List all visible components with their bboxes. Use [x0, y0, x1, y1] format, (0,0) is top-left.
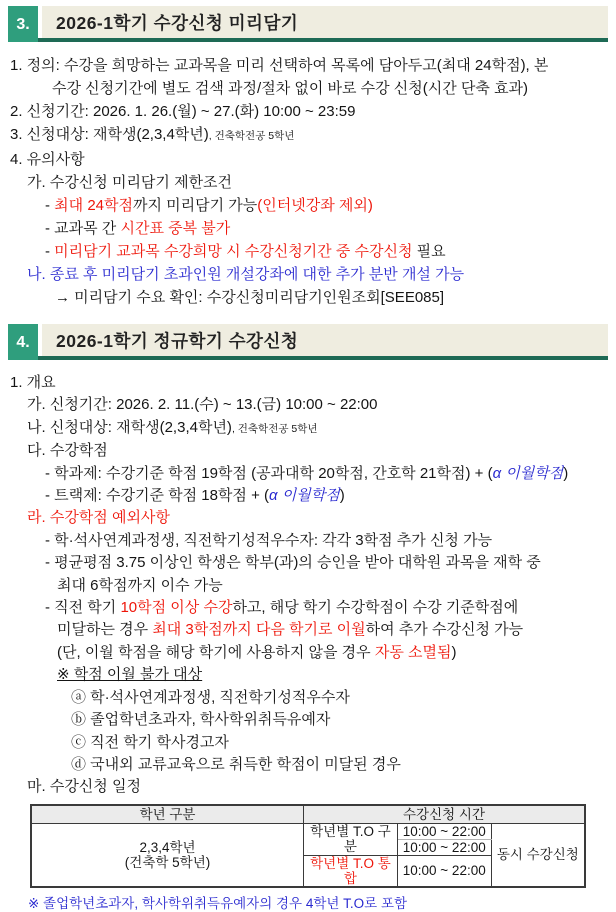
header-time-col: 수강신청 시간 [304, 805, 585, 824]
bullet-max-credits [0, 194, 616, 217]
alpha-carryover-text: α 이월학점 [492, 464, 564, 482]
target-small-text: , 건축학전공 5학년 [231, 422, 318, 435]
definition-line1: 1. 정의: 수강을 희망하는 교과목을 미리 선택하여 목록에 담아두고(최대 24학점), 본 [10, 57, 549, 74]
text: - 직전 학기 [45, 599, 121, 617]
section3-header [8, 6, 608, 42]
definition-line2: 수강 신청기간에 별도 검색 과정/절차 없이 바로 수강 신청(시간 단축 효과) [52, 80, 529, 97]
highlight-blue [493, 465, 564, 482]
header-grade-col: 학년 구분 [31, 805, 304, 824]
text: ) [563, 464, 569, 482]
text: 필요 [412, 243, 446, 260]
time-cell: 10:00 ~ 22:00 [397, 839, 491, 855]
bullet-timetable-overlap [0, 217, 616, 240]
credits-heading: 다. 수강학점 [27, 442, 108, 460]
highlight-blue [269, 487, 340, 504]
reg-period-line: 가. 신청기간: 2026. 2. 11.(수) ~ 13.(금) 10:00 ~ 22:00 [27, 396, 378, 414]
section4-number-badge: 4. [8, 324, 38, 360]
highlight-red: 최대 24학점 [54, 197, 133, 214]
text: 미달하는 경우 [57, 621, 153, 639]
highlight-red: 최대 3학점까지 다음 학기로 이월 [152, 621, 366, 639]
bullet-gpa-line1: - 평균평점 3.75 이상인 학생은 학부(과)의 승인을 받아 대학원 과목을 재학 중 [45, 554, 541, 572]
section3-number-badge: 3. [8, 6, 38, 42]
highlight-red: 시간표 중복 불가 [120, 220, 231, 237]
no-carryover-title [0, 664, 616, 686]
text: (단, 이월 학점을 해당 학기에 사용하지 않을 경우 [57, 643, 375, 661]
table-footnote: ※ 졸업학년초과자, 학사학위취득유예자의 경우 4학년 T.O로 포함 [28, 895, 408, 911]
registration-schedule-table [30, 804, 586, 888]
grade-cell [31, 823, 304, 887]
highlight-red: 미리담기 교과목 수강희망 시 수강신청기간 중 수강신청 [54, 243, 413, 260]
text: 하고, 해당 학기 수강학점이 수강 기준학점에 [232, 599, 519, 617]
underlined-text: ※ 학점 이월 불가 대상 [57, 666, 203, 684]
limit-condition-heading: 가. 수강신청 미리담기 제한조건 [27, 174, 233, 191]
target-text: 나. 신청대상: 재학생(2,3,4학년) [27, 418, 232, 436]
alpha-carryover-text: α 이월학점 [269, 487, 340, 505]
time-cell: 10:00 ~ 22:00 [397, 855, 491, 887]
text: ) [339, 487, 345, 505]
section3-title: 2026-1학기 수강신청 미리담기 [42, 6, 608, 38]
text: 하여 추가 수강신청 가능 [365, 621, 524, 639]
no-carryover-item: ⓓ 국내외 교류교육으로 취득한 학점이 미달된 경우 [71, 755, 401, 773]
text: ) [451, 643, 457, 661]
highlight-red: 자동 소멸됨 [374, 643, 452, 661]
text: 까지 미리담기 가능 [132, 197, 258, 214]
target-small-text: , 건축학전공 5학년 [208, 130, 295, 142]
table-header-row [31, 805, 585, 824]
simultaneous-cell: 동시 수강신청 [491, 823, 585, 887]
schedule-heading: 마. 수강신청 일정 [27, 778, 141, 796]
reg-target-line [0, 417, 616, 440]
no-carryover-item: ⓒ 직전 학기 학사경고자 [71, 733, 229, 751]
bullet-linked-program: - 학·석사연계과정생, 직전학기성적우수자: 각각 3학점 추가 신청 가능 [45, 531, 493, 549]
text: - [45, 197, 55, 214]
notice-page [0, 6, 616, 911]
highlight-red: (인터넷강좌 제외) [257, 197, 373, 214]
bullet-track-system [0, 485, 616, 507]
apply-target-line [0, 123, 616, 148]
text: - 학과제: 수강기준 학점 19학점 (공과대학 20학점, 간호학 21학점) + ( [45, 464, 493, 482]
bullet-carryover-line2 [0, 619, 616, 641]
text: - [45, 243, 55, 260]
notice-heading: 4. 유의사항 [10, 151, 85, 168]
to-split-cell: 학년별 T.O 구분 [304, 823, 398, 855]
to-merge-cell: 학년별 T.O 통합 [304, 855, 398, 887]
section4-title: 2026-1학기 정규학기 수강신청 [42, 324, 608, 356]
highlight-red: 10학점 이상 수강 [120, 599, 233, 617]
section4-header [8, 324, 608, 360]
exception-heading: 라. 수강학점 예외사항 [27, 509, 170, 527]
no-carryover-item: ⓑ 졸업학년초과자, 학사학위취득유예자 [71, 711, 331, 729]
bullet-gpa-line2: 최대 6학점까지 이수 가능 [57, 576, 223, 594]
bullet-carryover-line1 [0, 597, 616, 619]
section3-body [0, 54, 616, 309]
table-row [31, 823, 585, 839]
text: - 교과목 간 [45, 220, 121, 237]
bullet-carryover-line3 [0, 642, 616, 664]
grade-line2: (건축학 5학년) [124, 854, 211, 870]
text: - 트랙제: 수강기준 학점 18학점 + ( [45, 487, 269, 505]
bullet-dept-system [0, 463, 616, 485]
extra-section-heading: 나. 종료 후 미리담기 초과인원 개설강좌에 대한 추가 분반 개설 가능 [27, 266, 465, 283]
grade-line1: 2,3,4학년 [139, 839, 196, 855]
apply-period-line: 2. 신청기간: 2026. 1. 26.(월) ~ 27.(화) 10:00 ~ 23:59 [10, 103, 356, 120]
time-cell: 10:00 ~ 22:00 [397, 823, 491, 839]
target-text: 3. 신청대상: 재학생(2,3,4학년) [10, 126, 209, 143]
overview-heading: 1. 개요 [10, 374, 56, 391]
section4-body [0, 372, 616, 912]
demand-check-line: → 미리담기 수요 확인: 수강신청미리담기인원조회[SEE085] [55, 289, 445, 306]
bullet-must-register [0, 240, 616, 263]
no-carryover-item: ⓐ 학·석사연계과정생, 직전학기성적우수자 [71, 688, 350, 706]
